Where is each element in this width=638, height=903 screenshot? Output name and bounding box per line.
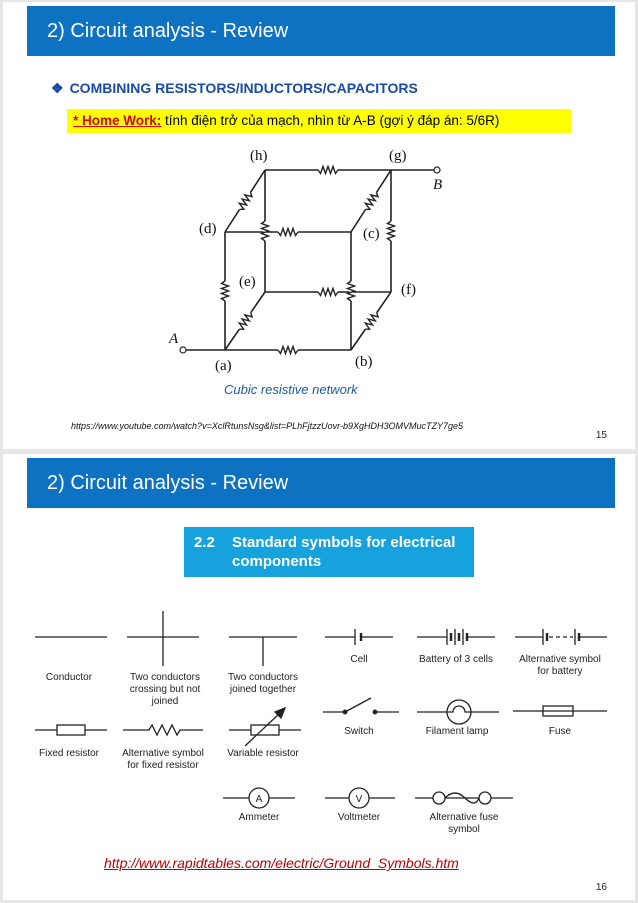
section-heading-text: COMBINING RESISTORS/INDUCTORS/CAPACITORS bbox=[69, 80, 418, 96]
alt-battery-symbol bbox=[515, 629, 607, 645]
alt-fuse-symbol bbox=[415, 792, 513, 804]
section-heading bbox=[51, 80, 418, 97]
label-joined-2: joined together bbox=[229, 684, 297, 695]
slide-15 bbox=[3, 2, 635, 449]
node-label-g: (g) bbox=[389, 148, 407, 164]
cube-edges bbox=[185, 170, 435, 350]
node-label-c: (c) bbox=[363, 226, 380, 242]
label-crossing-2: crossing but not bbox=[129, 684, 201, 695]
variable-resistor-symbol bbox=[229, 708, 301, 746]
crossing-conductors-symbol bbox=[127, 611, 199, 666]
label-joined-1: Two conductors bbox=[227, 672, 299, 683]
terminal-label-b: B bbox=[433, 177, 443, 193]
slide-16 bbox=[3, 454, 635, 900]
terminal-a bbox=[180, 347, 186, 353]
label-alt-fixed-1: Alternative symbol bbox=[122, 748, 204, 759]
terminal-label-a: A bbox=[169, 331, 179, 347]
label-battery: Battery of 3 cells bbox=[419, 654, 493, 665]
label-voltmeter: Voltmeter bbox=[337, 812, 381, 823]
alt-fixed-resistor-symbol bbox=[123, 725, 203, 735]
terminal-b bbox=[434, 167, 440, 173]
label-alt-fuse-1: Alternative fuse bbox=[429, 812, 499, 823]
voltmeter-letter: V bbox=[355, 794, 363, 805]
resistor-zigzags bbox=[222, 167, 395, 354]
youtube-link[interactable]: https://www.youtube.com/watch?v=XclRtunsNsg&list=PLhFjtzzUovr-b9XgHDH3OMVMucTZY7ge5 bbox=[71, 421, 463, 431]
switch-symbol bbox=[323, 698, 399, 714]
node-label-h: (h) bbox=[250, 148, 268, 164]
label-fixed-resistor: Fixed resistor bbox=[38, 748, 100, 759]
slide-title-banner: 2) Circuit analysis - Review bbox=[27, 458, 615, 508]
diamond-bullet-icon: ❖ bbox=[51, 80, 64, 96]
figure-caption: Cubic resistive network bbox=[224, 382, 358, 397]
joined-conductors-symbol bbox=[229, 637, 297, 666]
label-conductor: Conductor bbox=[45, 672, 93, 683]
cube-resistor-network-diagram bbox=[163, 140, 463, 380]
label-fuse: Fuse bbox=[548, 726, 572, 737]
slide-title-banner: 2) Circuit analysis - Review bbox=[27, 6, 615, 56]
ammeter-letter: A bbox=[255, 794, 263, 805]
label-variable: Variable resistor bbox=[227, 748, 299, 759]
section-number: 2.2 bbox=[194, 534, 215, 551]
homework-label: * Home Work: bbox=[73, 113, 162, 128]
page-number: 15 bbox=[595, 430, 607, 441]
node-label-d: (d) bbox=[199, 221, 217, 237]
label-cell: Cell bbox=[350, 654, 368, 665]
label-ammeter: Ammeter bbox=[238, 812, 280, 823]
node-label-b: (b) bbox=[355, 354, 373, 370]
label-crossing-1: Two conductors bbox=[129, 672, 201, 683]
node-label-f: (f) bbox=[401, 282, 416, 298]
label-alt-battery-1: Alternative symbol bbox=[519, 654, 601, 665]
rapidtables-link[interactable]: http://www.rapidtables.com/electric/Ground_Symbols.htm bbox=[104, 855, 459, 871]
label-lamp: Filament lamp bbox=[425, 726, 489, 737]
label-alt-fixed-2: for fixed resistor bbox=[127, 760, 199, 771]
section-title: Standard symbols for electrical components bbox=[232, 534, 456, 570]
fixed-resistor-symbol bbox=[35, 725, 107, 735]
label-alt-fuse-2: symbol bbox=[448, 824, 480, 835]
fuse-symbol bbox=[513, 706, 607, 716]
battery-symbol bbox=[417, 629, 495, 645]
filament-lamp-symbol bbox=[417, 700, 499, 724]
electrical-symbols-chart bbox=[3, 454, 635, 900]
homework-box bbox=[67, 109, 571, 133]
label-crossing-3: joined bbox=[151, 696, 179, 707]
label-switch: Switch bbox=[344, 726, 374, 737]
node-label-e: (e) bbox=[239, 274, 256, 290]
node-label-a: (a) bbox=[215, 358, 232, 374]
cell-symbol bbox=[325, 629, 393, 645]
label-alt-battery-2: for battery bbox=[537, 666, 583, 677]
homework-text: tính điện trở của mạch, nhìn từ A-B (gợi ý đáp án: 5/6R) bbox=[161, 113, 500, 128]
page-number: 16 bbox=[595, 882, 607, 893]
